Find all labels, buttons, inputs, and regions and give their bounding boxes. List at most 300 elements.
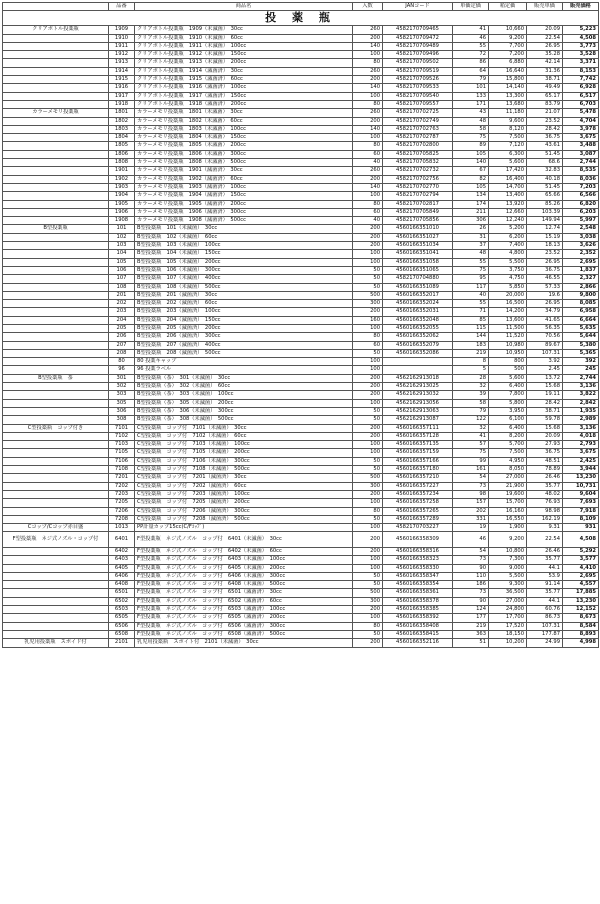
item-jan: 4560166351065 (383, 266, 453, 274)
item-unit-price: 67 (453, 167, 489, 175)
item-case-price: 7,120 (489, 142, 527, 150)
item-qty: 100 (353, 366, 383, 374)
item-qty: 50 (353, 283, 383, 291)
item-sale-price: 3,488 (563, 142, 599, 150)
item-unit-price: 75 (453, 449, 489, 457)
item-unit-price: 82 (453, 175, 489, 183)
item-name: B型投薬瓶（茶） 305（未滅菌） 200cc (135, 399, 353, 407)
item-case-price: 3,750 (489, 266, 527, 274)
item-code: 1910 (109, 34, 135, 42)
item-qty: 100 (353, 614, 383, 622)
group-cell (3, 441, 109, 449)
item-qty: 80 (353, 333, 383, 341)
item-unit-price: 73 (453, 482, 489, 490)
table-row (3, 597, 599, 605)
item-name: C型投薬瓶 コップ付 7205（滅菌済） 200cc (135, 499, 353, 507)
item-case-price: 800 (489, 358, 527, 366)
item-code: 6501 (109, 589, 135, 597)
item-jan (383, 358, 453, 366)
item-sale-price: 4,410 (563, 564, 599, 572)
item-case-price: 17,420 (489, 167, 527, 175)
item-sale-price: 3,978 (563, 125, 599, 133)
item-name: B型投薬瓶 108（未滅菌） 500cc (135, 283, 353, 291)
item-sale-price: 2,695 (563, 572, 599, 580)
item-unit-price: 46 (453, 532, 489, 548)
item-case-price: 5,600 (489, 159, 527, 167)
item-sale-price: 7,203 (563, 183, 599, 191)
item-qty: 50 (353, 349, 383, 357)
item-sale-unit: 12.74 (527, 225, 563, 233)
group-cell (3, 92, 109, 100)
item-unit-price: 331 (453, 515, 489, 523)
item-case-price: 27,000 (489, 474, 527, 482)
item-name: C型投薬瓶 コップ付 7102（未滅菌） 60cc (135, 432, 353, 440)
item-sale-unit: 48.02 (527, 490, 563, 498)
group-cell (3, 67, 109, 75)
item-unit-price: 40 (453, 291, 489, 299)
item-sale-price: 8,893 (563, 630, 599, 638)
item-sale-unit: 38.71 (527, 407, 563, 415)
item-code: 106 (109, 266, 135, 274)
item-unit-price: 55 (453, 300, 489, 308)
item-sale-price: 9,800 (563, 291, 599, 299)
item-case-price: 6,200 (489, 233, 527, 241)
group-cell (3, 208, 109, 216)
table-row (3, 291, 599, 299)
item-unit-price: 71 (453, 308, 489, 316)
item-name: カラーメモリ投薬瓶 1908（滅菌済） 500cc (135, 217, 353, 225)
item-qty: 40 (353, 159, 383, 167)
item-case-price: 20,000 (489, 291, 527, 299)
item-name: F型投薬瓶 ネジ式ノズル コップ付 6501（滅菌済） 30cc (135, 589, 353, 597)
group-cell (3, 150, 109, 158)
item-sale-unit: 28.42 (527, 399, 563, 407)
item-code: 302 (109, 383, 135, 391)
item-sale-price: 12,152 (563, 606, 599, 614)
item-jan: 4560166351027 (383, 233, 453, 241)
group-cell (3, 266, 109, 274)
item-name: F型投薬瓶 ネジ式ノズル コップ付 6406（未滅菌） 300cc (135, 572, 353, 580)
item-unit-price: 51 (453, 639, 489, 647)
item-name: F型投薬瓶 ネジ式ノズル コップ付 6503（滅菌済） 100cc (135, 606, 353, 614)
item-code: 107 (109, 275, 135, 283)
item-sale-unit: 98.98 (527, 507, 563, 515)
item-name: 80 投薬キャップ (135, 358, 353, 366)
item-unit-price: 54 (453, 548, 489, 556)
item-name: カラーメモリ投薬瓶 1801（未滅菌） 30cc (135, 109, 353, 117)
table-row (3, 59, 599, 67)
group-cell (3, 416, 109, 424)
group-cell (3, 76, 109, 84)
item-sale-unit: 23.52 (527, 117, 563, 125)
item-unit-price: 43 (453, 109, 489, 117)
item-sale-unit: 59.78 (527, 416, 563, 424)
item-name: クリアボトル投薬瓶 1918（滅菌済） 200cc (135, 100, 353, 108)
item-qty: 50 (353, 416, 383, 424)
item-case-price: 18,150 (489, 630, 527, 638)
header-code: 品番 (109, 3, 135, 11)
group-cell (3, 100, 109, 108)
item-sale-price: 3,773 (563, 42, 599, 50)
table-row (3, 51, 599, 59)
item-sale-price: 2,327 (563, 275, 599, 283)
item-code: 7101 (109, 424, 135, 432)
group-cell (3, 142, 109, 150)
table-row (3, 630, 599, 638)
item-code: 6401 (109, 532, 135, 548)
item-sale-price: 2,425 (563, 457, 599, 465)
item-name: カラーメモリ投薬瓶 1802（未滅菌） 60cc (135, 117, 353, 125)
item-case-price: 10,950 (489, 349, 527, 357)
item-jan: 4582170705832 (383, 159, 453, 167)
item-sale-unit: 36.75 (527, 449, 563, 457)
item-qty: 200 (353, 76, 383, 84)
item-case-price: 14,200 (489, 308, 527, 316)
item-code: 1904 (109, 192, 135, 200)
item-sale-price: 5,478 (563, 109, 599, 117)
item-qty: 50 (353, 275, 383, 283)
item-jan: 4582170705825 (383, 150, 453, 158)
group-cell (3, 597, 109, 605)
table-row (3, 358, 599, 366)
item-sale-unit: 177.87 (527, 630, 563, 638)
item-case-price: 14,700 (489, 183, 527, 191)
item-qty: 100 (353, 499, 383, 507)
item-sale-price: 8,584 (563, 622, 599, 630)
item-sale-price: 6,958 (563, 308, 599, 316)
group-label: B型投薬瓶 (3, 225, 109, 233)
group-label: カラーメモリ投薬瓶 (3, 109, 109, 117)
item-qty: 100 (353, 556, 383, 564)
table-row (3, 183, 599, 191)
item-unit-price: 161 (453, 466, 489, 474)
item-code: 1901 (109, 167, 135, 175)
item-name: カラーメモリ投薬瓶 1903（滅菌済） 100cc (135, 183, 353, 191)
item-jan: 4560166358378 (383, 597, 453, 605)
item-name: F型投薬瓶 ネジ式ノズル コップ付 6505（滅菌済） 200cc (135, 614, 353, 622)
header-name: 商品名 (135, 3, 353, 11)
item-name: B型投薬瓶（茶） 306（未滅菌） 300cc (135, 407, 353, 415)
item-jan: 4582170705856 (383, 217, 453, 225)
group-cell (3, 341, 109, 349)
group-cell (3, 358, 109, 366)
item-sale-unit: 21.07 (527, 109, 563, 117)
item-case-price: 13,600 (489, 316, 527, 324)
table-row (3, 622, 599, 630)
table-row (3, 175, 599, 183)
group-cell (3, 42, 109, 50)
item-unit-price: 363 (453, 630, 489, 638)
item-sale-price: 3,675 (563, 134, 599, 142)
item-sale-unit: 70.56 (527, 333, 563, 341)
group-cell (3, 34, 109, 42)
item-case-price: 12,240 (489, 217, 527, 225)
item-case-price: 27,000 (489, 597, 527, 605)
item-code: 1906 (109, 208, 135, 216)
item-sale-unit: 42.14 (527, 59, 563, 67)
item-qty: 260 (353, 167, 383, 175)
item-qty: 50 (353, 515, 383, 523)
item-code: 103 (109, 242, 135, 250)
item-unit-price: 41 (453, 432, 489, 440)
item-qty: 50 (353, 407, 383, 415)
group-label: 乳児用投薬瓶 スポイド付 (3, 639, 109, 647)
item-sale-unit: 35.28 (527, 51, 563, 59)
item-sale-unit: 83.79 (527, 100, 563, 108)
group-cell (3, 630, 109, 638)
item-unit-price: 124 (453, 606, 489, 614)
item-jan: 4560166351058 (383, 258, 453, 266)
item-unit-price: 157 (453, 499, 489, 507)
table-row (3, 449, 599, 457)
item-unit-price: 90 (453, 564, 489, 572)
item-sale-unit: 43.61 (527, 142, 563, 150)
item-sale-price: 2,352 (563, 250, 599, 258)
group-cell (3, 217, 109, 225)
item-sale-unit: 32.83 (527, 167, 563, 175)
table-row (3, 258, 599, 266)
item-name: C型投薬瓶 コップ付 7103（未滅菌） 100cc (135, 441, 353, 449)
item-sale-unit: 15.68 (527, 424, 563, 432)
item-qty: 50 (353, 572, 383, 580)
item-name: B型投薬瓶 203（滅菌済） 100cc (135, 308, 353, 316)
item-name: カラーメモリ投薬瓶 1804（未滅菌） 150cc (135, 134, 353, 142)
item-unit-price: 174 (453, 200, 489, 208)
item-case-price: 15,800 (489, 76, 527, 84)
table-row (3, 92, 599, 100)
item-unit-price: 86 (453, 59, 489, 67)
item-case-price: 3,950 (489, 407, 527, 415)
item-unit-price: 186 (453, 581, 489, 589)
item-sale-price: 5,644 (563, 333, 599, 341)
table-row (3, 499, 599, 507)
item-code: 1801 (109, 109, 135, 117)
item-sale-price: 3,577 (563, 556, 599, 564)
item-case-price: 16,160 (489, 507, 527, 515)
item-sale-unit: 78.89 (527, 466, 563, 474)
group-label: クリアボトル投薬瓶 (3, 26, 109, 34)
item-unit-price: 140 (453, 159, 489, 167)
table-row (3, 524, 599, 532)
item-jan: 4560166352079 (383, 341, 453, 349)
table-row (3, 192, 599, 200)
item-sale-price: 392 (563, 358, 599, 366)
item-case-price: 17,520 (489, 622, 527, 630)
item-name: B型投薬瓶 202（滅菌済） 60cc (135, 300, 353, 308)
item-case-price: 10,980 (489, 341, 527, 349)
item-qty: 100 (353, 324, 383, 332)
table-row (3, 159, 599, 167)
item-code: 7103 (109, 441, 135, 449)
item-name: C型投薬瓶 コップ付 7108（未滅菌） 500cc (135, 466, 353, 474)
item-sale-unit: 60.76 (527, 606, 563, 614)
item-case-price: 11,180 (489, 109, 527, 117)
table-row (3, 84, 599, 92)
item-name: C型投薬瓶 コップ付 7101（未滅菌） 30cc (135, 424, 353, 432)
item-qty: 160 (353, 316, 383, 324)
table-row (3, 548, 599, 556)
group-cell (3, 391, 109, 399)
item-jan: 4582170702725 (383, 109, 453, 117)
item-name: B型投薬瓶 204（滅菌済） 150cc (135, 316, 353, 324)
item-qty: 100 (353, 258, 383, 266)
item-sale-price: 2,695 (563, 258, 599, 266)
item-code: 7106 (109, 457, 135, 465)
item-jan: 4560166351010 (383, 225, 453, 233)
item-jan: 4560166352031 (383, 308, 453, 316)
item-sale-price: 3,136 (563, 424, 599, 432)
group-label: C型投薬瓶 コップ付き (3, 424, 109, 432)
group-cell (3, 291, 109, 299)
header-row (3, 3, 599, 11)
item-sale-price: 2,548 (563, 225, 599, 233)
item-code: 108 (109, 283, 135, 291)
page-title: 投 薬 瓶 (3, 11, 599, 26)
item-qty: 200 (353, 225, 383, 233)
item-code: 101 (109, 225, 135, 233)
item-code: 102 (109, 233, 135, 241)
item-case-price: 9,200 (489, 532, 527, 548)
item-code: 80 (109, 358, 135, 366)
item-qty: 100 (353, 441, 383, 449)
item-case-price: 9,200 (489, 34, 527, 42)
table-row (3, 125, 599, 133)
table-row (3, 507, 599, 515)
item-jan: 4582170709472 (383, 34, 453, 42)
item-qty: 200 (353, 391, 383, 399)
item-case-price: 5,500 (489, 258, 527, 266)
header-group (3, 3, 109, 11)
item-code: 1902 (109, 175, 135, 183)
item-sale-unit: 26.46 (527, 474, 563, 482)
item-jan: 4560166358347 (383, 572, 453, 580)
item-case-price: 1,900 (489, 524, 527, 532)
group-cell (3, 167, 109, 175)
table-row (3, 606, 599, 614)
item-jan: 4560166357258 (383, 499, 453, 507)
group-cell (3, 449, 109, 457)
item-case-price: 9,300 (489, 581, 527, 589)
item-sale-price: 3,626 (563, 242, 599, 250)
item-unit-price: 32 (453, 424, 489, 432)
item-sale-unit: 51.45 (527, 183, 563, 191)
item-case-price: 15,700 (489, 499, 527, 507)
item-qty: 50 (353, 630, 383, 638)
item-name: B型投薬瓶 104（未滅菌） 150cc (135, 250, 353, 258)
item-unit-price: 32 (453, 383, 489, 391)
group-cell (3, 564, 109, 572)
table-row (3, 242, 599, 250)
item-name: カラーメモリ投薬瓶 1906（滅菌済） 300cc (135, 208, 353, 216)
item-code: 1916 (109, 84, 135, 92)
item-qty: 80 (353, 142, 383, 150)
item-code: 1911 (109, 42, 135, 50)
item-name: カラーメモリ投薬瓶 1808（未滅菌） 500cc (135, 159, 353, 167)
item-qty: 300 (353, 597, 383, 605)
item-sale-price: 3,038 (563, 233, 599, 241)
item-qty: 260 (353, 26, 383, 34)
item-name: カラーメモリ投薬瓶 1904（滅菌済） 150cc (135, 192, 353, 200)
item-sale-unit: 35.77 (527, 482, 563, 490)
item-qty: 200 (353, 383, 383, 391)
item-jan: 4582170702749 (383, 117, 453, 125)
group-cell (3, 466, 109, 474)
table-row (3, 142, 599, 150)
item-name: C型投薬瓶 コップ付 7208（滅菌済） 500cc (135, 515, 353, 523)
title-row (3, 11, 599, 26)
item-jan: 4560166357234 (383, 490, 453, 498)
item-sale-price: 4,508 (563, 532, 599, 548)
item-code: 203 (109, 308, 135, 316)
item-case-price: 36,500 (489, 589, 527, 597)
item-name: B型投薬瓶 101（未滅菌） 30cc (135, 225, 353, 233)
group-cell (3, 507, 109, 515)
item-sale-price: 6,517 (563, 92, 599, 100)
item-unit-price: 55 (453, 258, 489, 266)
item-name: クリアボトル投薬瓶 1910（未滅菌） 60cc (135, 34, 353, 42)
item-code: 1914 (109, 67, 135, 75)
item-jan: 4582170709519 (383, 67, 453, 75)
group-cell (3, 117, 109, 125)
item-sale-price: 13,230 (563, 474, 599, 482)
item-qty: 300 (353, 482, 383, 490)
item-unit-price: 99 (453, 457, 489, 465)
item-name: C型投薬瓶 コップ付 7106（未滅菌） 300cc (135, 457, 353, 465)
item-case-price: 7,300 (489, 556, 527, 564)
item-qty: 200 (353, 532, 383, 548)
item-jan: 4562162913056 (383, 399, 453, 407)
table-row (3, 316, 599, 324)
item-sale-unit: 26.46 (527, 548, 563, 556)
item-unit-price: 57 (453, 441, 489, 449)
item-qty: 200 (353, 233, 383, 241)
item-code: 1915 (109, 76, 135, 84)
item-code: 1803 (109, 125, 135, 133)
item-unit-price: 101 (453, 84, 489, 92)
group-cell (3, 589, 109, 597)
item-name: C型投薬瓶 コップ付 7203（滅菌済） 100cc (135, 490, 353, 498)
item-unit-price: 105 (453, 183, 489, 191)
item-qty: 50 (353, 266, 383, 274)
item-sale-unit: 107.31 (527, 349, 563, 357)
group-cell (3, 233, 109, 241)
item-jan: 4560166358354 (383, 581, 453, 589)
item-sale-unit: 23.52 (527, 250, 563, 258)
item-jan: 4582170709526 (383, 76, 453, 84)
table-row (3, 424, 599, 432)
group-cell (3, 474, 109, 482)
item-qty: 200 (353, 175, 383, 183)
item-unit-price: 105 (453, 150, 489, 158)
group-cell (3, 333, 109, 341)
table-row (3, 200, 599, 208)
item-qty: 500 (353, 291, 383, 299)
item-code: 207 (109, 341, 135, 349)
item-unit-price: 8 (453, 358, 489, 366)
item-sale-unit: 28.42 (527, 125, 563, 133)
item-case-price: 17,700 (489, 614, 527, 622)
item-code: 1805 (109, 142, 135, 150)
item-sale-price: 6,203 (563, 208, 599, 216)
item-unit-price: 26 (453, 225, 489, 233)
table-row (3, 466, 599, 474)
group-cell (3, 399, 109, 407)
item-qty: 140 (353, 42, 383, 50)
item-case-price: 7,400 (489, 242, 527, 250)
item-case-price: 8,120 (489, 125, 527, 133)
item-sale-unit: 27.93 (527, 441, 563, 449)
item-unit-price: 19 (453, 524, 489, 532)
